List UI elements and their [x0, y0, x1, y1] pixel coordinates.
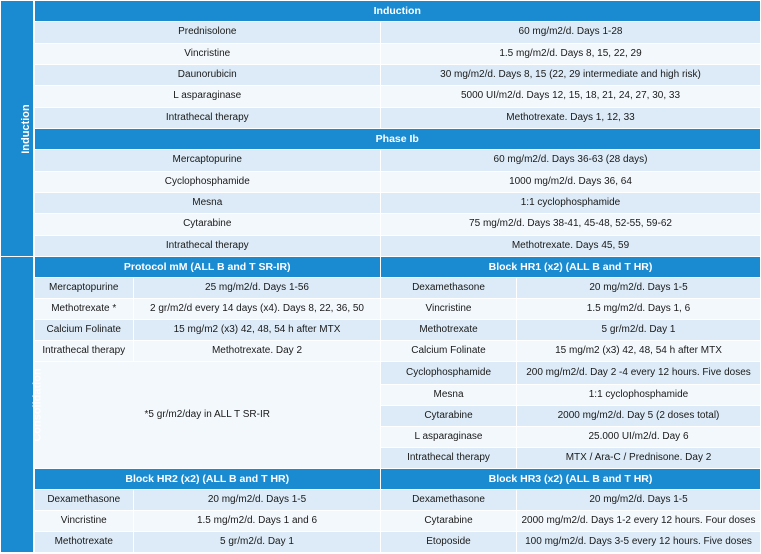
dose-cell: 25 mg/m2/d. Days 1-56 — [134, 278, 381, 299]
table-row — [1, 171, 761, 192]
dose-cell: 60 mg/m2/d. Days 36-63 (28 days) — [381, 150, 761, 171]
table-row — [1, 86, 761, 107]
drug-cell: Cytarabine — [381, 406, 517, 427]
drug-cell: Vincristine — [381, 299, 517, 320]
dose-cell: 1.5 mg/m2/d. Days 1, 6 — [517, 299, 761, 320]
dose-cell: 20 mg/m2/d. Days 1-5 — [134, 490, 381, 511]
drug-cell: Mercaptopurine — [34, 150, 381, 171]
drug-cell: Intrathecal therapy — [34, 341, 134, 362]
drug-cell: Etoposide — [381, 532, 517, 553]
table-row — [1, 107, 761, 128]
drug-cell: Dexamethasone — [381, 278, 517, 299]
drug-cell: Methotrexate — [34, 532, 134, 553]
drug-cell: Methotrexate * — [34, 299, 134, 320]
dose-cell: 5000 UI/m2/d. Days 12, 15, 18, 21, 24, 27, 30, 33 — [381, 86, 761, 107]
dose-cell: 2000 mg/m2/d. Day 5 (2 doses total) — [517, 406, 761, 427]
drug-cell: Calcium Folinate — [34, 320, 134, 341]
drug-cell: Prednisolone — [34, 22, 381, 43]
phase-ib-header: Phase Ib — [34, 128, 761, 149]
table-row — [1, 192, 761, 213]
protocol-mm-footnote: *5 gr/m2/day in ALL T SR-IR — [34, 362, 381, 469]
dose-cell: 1.5 mg/m2/d. Days 1 and 6 — [134, 511, 381, 532]
table-row — [1, 235, 761, 256]
table-row — [1, 214, 761, 235]
induction-side-text: Induction — [19, 103, 32, 154]
drug-cell: Mesna — [34, 192, 381, 213]
dose-cell: 2000 mg/m2/d. Days 1-2 every 12 hours. Four doses — [517, 511, 761, 532]
drug-cell: Cytarabine — [34, 214, 381, 235]
block-hr2-header: Block HR2 (x2) (ALL B and T HR) — [34, 469, 381, 490]
dose-cell: MTX / Ara-C / Prednisone. Day 2 — [517, 448, 761, 469]
drug-cell: L asparaginase — [34, 86, 381, 107]
consolidation-side-text: Consolidation — [31, 367, 44, 442]
drug-cell: Daunorubicin — [34, 64, 381, 85]
induction-header: Induction — [34, 1, 761, 22]
drug-cell: Calcium Folinate — [381, 341, 517, 362]
dose-cell: 75 mg/m2/d. Days 38-41, 45-48, 52-55, 59-62 — [381, 214, 761, 235]
dose-cell: 1:1 cyclophosphamide — [381, 192, 761, 213]
dose-cell: 1000 mg/m2/d. Days 36, 64 — [381, 171, 761, 192]
drug-cell: Mesna — [381, 385, 517, 406]
dose-cell: 20 mg/m2/d. Days 1-5 — [517, 278, 761, 299]
drug-cell: Vincristine — [34, 43, 381, 64]
table-row — [1, 64, 761, 85]
dose-cell: 15 mg/m2 (x3) 42, 48, 54 h after MTX — [517, 341, 761, 362]
dose-cell: 60 mg/m2/d. Days 1-28 — [381, 22, 761, 43]
induction-side-label — [1, 1, 34, 257]
consolidation-side-label — [1, 257, 44, 553]
dose-cell: 30 mg/m2/d. Days 8, 15 (22, 29 intermediate and high risk) — [381, 64, 761, 85]
drug-cell: Intrathecal therapy — [34, 235, 381, 256]
dose-cell: Methotrexate. Days 1, 12, 33 — [381, 107, 761, 128]
dose-cell: 100 mg/m2/d. Days 3-5 every 12 hours. Five doses — [517, 532, 761, 553]
dose-cell: 20 mg/m2/d. Days 1-5 — [517, 490, 761, 511]
dose-cell: 200 mg/m2/d. Day 2 -4 every 12 hours. Five doses — [517, 362, 761, 385]
dose-cell: Methotrexate. Days 45, 59 — [381, 235, 761, 256]
dose-cell: 25.000 UI/m2/d. Day 6 — [517, 427, 761, 448]
block-hr1-header: Block HR1 (x2) (ALL B and T HR) — [381, 257, 761, 278]
table-row — [1, 362, 761, 385]
drug-cell: Cytarabine — [381, 511, 517, 532]
table-row — [1, 320, 761, 341]
dose-cell: 2 gr/m2/d every 14 days (x4). Days 8, 22, 36, 50 — [134, 299, 381, 320]
drug-cell: Dexamethasone — [34, 490, 134, 511]
drug-cell: Methotrexate — [381, 320, 517, 341]
table-row — [1, 22, 761, 43]
dose-cell: 1.5 mg/m2/d. Days 8, 15, 22, 29 — [381, 43, 761, 64]
table-row — [1, 278, 761, 299]
table-row — [1, 341, 761, 362]
dose-cell: 5 gr/m2/d. Day 1 — [134, 532, 381, 553]
table-row — [1, 511, 761, 532]
drug-cell: Mercaptopurine — [34, 278, 134, 299]
drug-cell: L asparaginase — [381, 427, 517, 448]
drug-cell: Intrathecal therapy — [34, 107, 381, 128]
drug-cell: Vincristine — [34, 511, 134, 532]
dose-cell: 1:1 cyclophosphamide — [517, 385, 761, 406]
drug-cell: Cyclophosphamide — [381, 362, 517, 385]
drug-cell: Dexamethasone — [381, 490, 517, 511]
table-row — [1, 299, 761, 320]
drug-cell: Cyclophosphamide — [34, 171, 381, 192]
block-hr3-header: Block HR3 (x2) (ALL B and T HR) — [381, 469, 761, 490]
table-row — [1, 490, 761, 511]
dose-cell: 5 gr/m2/d. Day 1 — [517, 320, 761, 341]
dose-cell: 15 mg/m2 (x3) 42, 48, 54 h after MTX — [134, 320, 381, 341]
table-row — [1, 150, 761, 171]
drug-cell: Intrathecal therapy — [381, 448, 517, 469]
table-row — [1, 43, 761, 64]
table-row — [1, 532, 761, 553]
protocol-mm-header: Protocol mM (ALL B and T SR-IR) — [34, 257, 381, 278]
dose-cell: Methotrexate. Day 2 — [134, 341, 381, 362]
